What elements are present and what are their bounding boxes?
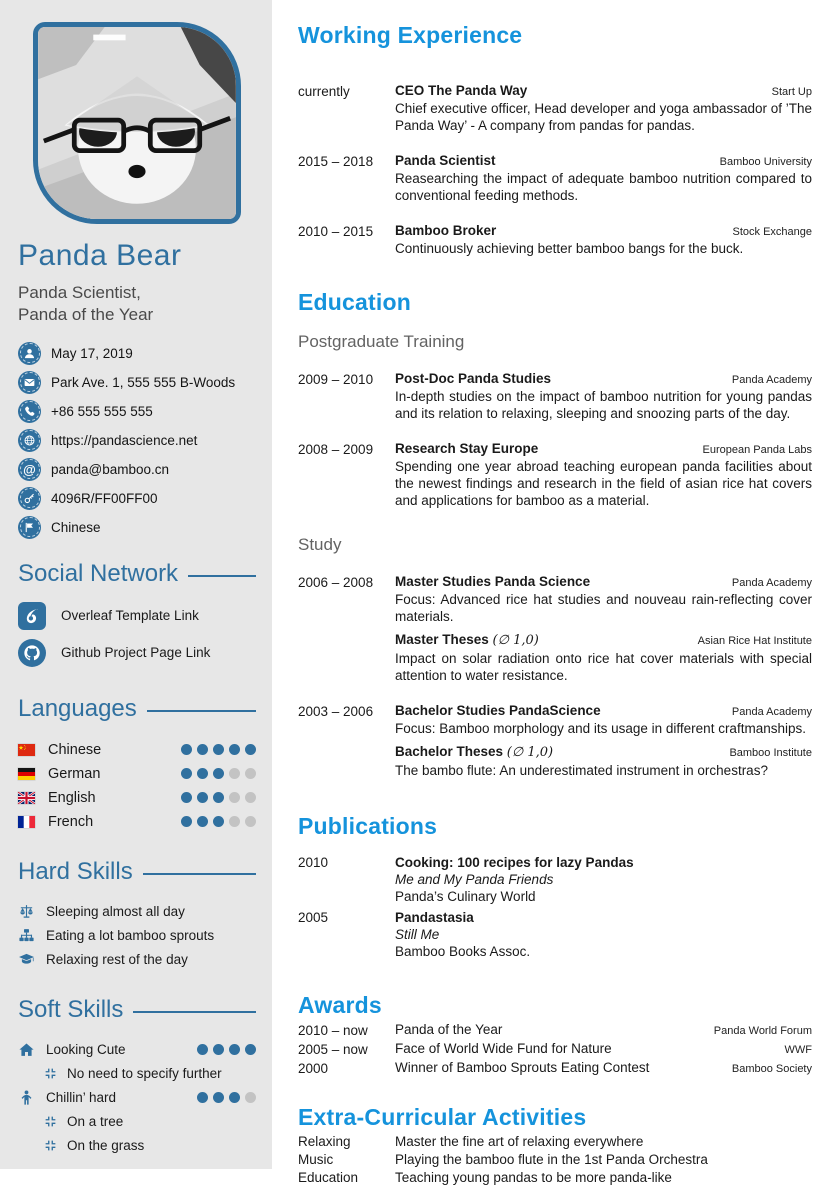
entry-role: Research Stay Europe [395,441,539,456]
award-name: Face of World Wide Fund for Nature [395,1041,612,1056]
uk-flag-icon [18,792,35,804]
soft-skill-sub-row [44,1134,256,1158]
envelope-icon [18,371,41,394]
activity-row [298,1152,812,1167]
dot-filled [213,744,224,755]
contact-list [18,341,256,540]
phone-icon [18,400,41,423]
entry-description: Spending one year abroad teaching european panda facilities about the newest findings and research in the field of asian rice hat covers and applications for bamboo as a material. [395,459,812,508]
dot-filled [213,1092,224,1103]
pgp-key-text: 4096R/FF00FF00 [51,490,158,506]
dot-empty [245,1092,256,1103]
extra-curricular-heading: Extra-Curricular Activities [298,1104,587,1130]
heading-rule [147,710,256,712]
soft-skills-title: Soft Skills [18,995,124,1023]
award-organization: Bamboo Society [731,1063,812,1075]
github-icon [18,639,46,667]
entry-date: 2008 – 2009 [298,442,374,457]
section-social-network [18,560,256,588]
entry-date: 2009 – 2010 [298,372,374,387]
soft-skill-list [18,1038,256,1158]
experience-entry [298,83,812,134]
heading-rule [133,1011,256,1013]
at-icon: @ [18,458,41,481]
publication-entry [298,854,812,905]
award-date: 2005 – now [298,1042,368,1057]
hard-skill-list [18,900,256,972]
home-icon [18,1041,35,1058]
france-flag-icon [18,816,35,828]
thesis-title: Master Theses (∅ 1,0) [395,632,539,648]
github-link[interactable]: Github Project Page Link [61,645,211,661]
person-name: Panda Bear [18,239,182,272]
entry-organization: Panda Academy [731,706,812,718]
social-row-github[interactable] [18,639,256,667]
website-link[interactable]: https://pandascience.net [51,432,198,448]
dot-filled [197,1044,208,1055]
compress-icon [44,1115,57,1128]
heading-rule [143,873,256,875]
germany-flag-icon [18,768,35,780]
languages-title: Languages [18,694,137,722]
education-entry [298,371,812,422]
activity-row [298,1170,812,1185]
experience-entry [298,223,812,257]
dot-empty [245,768,256,779]
entry-description: Chief executive officer, Head developer and yoga ambassador of ’The Panda Way’ - A company from pandas for pandas. [395,101,813,133]
publication-title: Pandastasia [395,910,474,925]
level-dots [181,792,256,803]
education-entry [298,441,812,509]
hard-skill-row [18,948,256,972]
person-tagline [18,282,256,327]
language-row-german [18,762,256,786]
dot-filled [245,1044,256,1055]
education-entry [298,703,812,779]
entry-organization: Start Up [771,86,812,98]
level-dots [197,1044,256,1055]
compress-icon [44,1139,57,1152]
level-dots [181,744,256,755]
overleaf-link[interactable]: Overleaf Template Link [61,608,199,624]
dot-empty [245,792,256,803]
activity-label: Education [298,1170,359,1185]
overleaf-icon [18,602,46,630]
child-icon [18,1089,35,1106]
soft-skill-row [18,1086,256,1110]
soft-skill-sub-label: On a tree [67,1114,124,1130]
thesis-grade: (∅ 1,0) [506,745,554,760]
award-name: Winner of Bamboo Sprouts Eating Contest [395,1060,650,1075]
phone-text: +86 555 555 555 [51,403,153,419]
award-organization: WWF [784,1044,812,1056]
entry-date: 2003 – 2006 [298,704,374,719]
dot-filled [181,816,192,827]
level-dots [197,1092,256,1103]
dot-filled [197,768,208,779]
tagline-line-1: Panda Scientist, [18,283,141,302]
panda-photo-illustration [38,27,236,219]
soft-skill-sub-label: On the grass [67,1138,145,1154]
activity-label: Relaxing [298,1134,351,1149]
social-row-overleaf[interactable] [18,602,256,630]
soft-skill-sub-row [44,1062,256,1086]
section-hard-skills [18,858,256,886]
language-label: German [48,765,101,782]
award-date: 2000 [298,1061,329,1076]
contact-row-pgp-key [18,486,256,511]
publication-year: 2010 [298,855,329,870]
award-row [298,1041,812,1057]
entry-role: Bachelor Studies PandaScience [395,703,601,718]
activity-row [298,1134,812,1149]
dot-filled [229,1092,240,1103]
dot-filled [229,1044,240,1055]
entry-date: 2006 – 2008 [298,575,374,590]
nationality-text: Chinese [51,519,101,535]
award-organization: Panda World Forum [713,1025,812,1037]
awards-heading: Awards [298,992,382,1018]
award-name: Panda of the Year [395,1022,503,1037]
education-subsection-label: Postgraduate Training [298,332,465,351]
entry-organization: Bamboo University [719,156,812,168]
contact-row-birthday [18,341,256,366]
publication-authors: Still Me [395,927,440,942]
section-languages [18,695,256,723]
dot-empty [229,792,240,803]
sidebar [0,0,272,1169]
publication-title: Cooking: 100 recipes for lazy Pandas [395,855,634,870]
activity-label: Music [298,1152,334,1167]
activity-description: Master the fine art of relaxing everywhere [395,1134,644,1149]
person-icon [18,342,41,365]
entry-description: Continuously achieving better bamboo bangs for the buck. [395,241,744,256]
dot-empty [229,816,240,827]
graduation-cap-icon [18,951,35,968]
education-entry [298,574,812,684]
language-row-french [18,810,256,834]
award-row [298,1060,812,1076]
award-date: 2010 – now [298,1023,368,1038]
language-label: English [48,789,96,806]
thesis-description: Impact on solar radiation onto rice hat cover materials with special attention to water resistance. [395,651,812,683]
dot-filled [197,792,208,803]
publication-publisher: Panda’s Culinary World [395,889,536,904]
dot-empty [229,768,240,779]
thesis-organization: Asian Rice Hat Institute [697,635,812,647]
dot-empty [245,816,256,827]
sitemap-icon [18,927,35,944]
entry-date: 2010 – 2015 [298,224,374,239]
entry-date: 2015 – 2018 [298,154,374,169]
publication-entry [298,909,812,960]
entry-role: Post-Doc Panda Studies [395,371,552,386]
thesis-grade: (∅ 1,0) [492,633,539,648]
publication-authors: Me and My Panda Friends [395,872,554,887]
dot-filled [181,792,192,803]
soft-skill-label: Looking Cute [46,1042,126,1058]
soft-skill-sub-row [44,1110,256,1134]
social-network-title: Social Network [18,559,179,587]
entry-date: currently [298,84,350,99]
entry-role: Bamboo Broker [395,223,497,238]
hard-skill-row [18,900,256,924]
contact-row-nationality [18,515,256,540]
soft-skill-label: Chillin’ hard [46,1090,117,1106]
balance-scale-icon [18,903,35,920]
education-subsection-label: Study [298,535,342,554]
profile-photo [33,22,241,224]
level-dots [181,816,256,827]
globe-icon [18,429,41,452]
dot-filled [197,816,208,827]
contact-row-address [18,370,256,395]
dot-filled [197,1092,208,1103]
main-column [298,0,812,1185]
contact-row-phone [18,399,256,424]
soft-skill-sub-label: No need to specify further [67,1066,222,1082]
language-label: Chinese [48,741,102,758]
thesis-organization: Bamboo Institute [729,747,812,759]
entry-description: Focus: Bamboo morphology and its usage in different craftmanships. [395,721,806,736]
tagline-line-2: Panda of the Year [18,305,154,325]
activity-description: Teaching young pandas to be more panda-like [395,1170,672,1185]
dot-filled [213,816,224,827]
entry-description: In-depth studies on the impact of bamboo nutrition for young pandas and its relation to relaxing, sleeping and snoozing parts of the day. [395,389,812,421]
key-icon [18,487,41,510]
dot-filled [213,792,224,803]
dot-filled [197,744,208,755]
language-row-english [18,786,256,810]
hard-skills-title: Hard Skills [18,857,133,885]
entry-description: Focus: Advanced rice hat studies and nouveau rain-reflecting cover materials. [395,592,812,624]
birthday-text: May 17, 2019 [51,345,133,361]
dot-filled [213,768,224,779]
dot-filled [213,1044,224,1055]
publications-heading: Publications [298,813,438,839]
flag-icon [18,516,41,539]
entry-organization: Stock Exchange [732,226,812,238]
address-text: Park Ave. 1, 555 555 B-Woods [51,374,236,390]
hard-skill-label: Relaxing rest of the day [46,952,188,968]
award-row [298,1022,812,1038]
entry-organization: European Panda Labs [702,444,812,456]
social-list [18,602,256,667]
language-row-chinese [18,738,256,762]
entry-description: Reasearching the impact of adequate bamboo nutrition compared to conventional feeding methods. [395,171,812,203]
thesis-block [395,632,812,684]
working-experience-heading: Working Experience [298,22,523,48]
section-soft-skills [18,996,256,1024]
language-list [18,738,256,834]
compress-icon [44,1067,57,1080]
contact-row-email [18,457,256,482]
entry-role: Panda Scientist [395,153,496,168]
dot-filled [229,744,240,755]
dot-filled [181,768,192,779]
entry-role: CEO The Panda Way [395,83,528,98]
hard-skill-label: Eating a lot bamboo sprouts [46,928,215,944]
thesis-block [395,744,812,779]
language-label: French [48,813,94,830]
experience-entry [298,153,812,204]
activity-description: Playing the bamboo flute in the 1st Panda Orchestra [395,1152,708,1167]
entry-role: Master Studies Panda Science [395,574,591,589]
china-flag-icon [18,744,35,756]
entry-organization: Panda Academy [731,374,812,386]
dot-filled [181,744,192,755]
publication-publisher: Bamboo Books Assoc. [395,944,531,959]
dot-filled [245,744,256,755]
soft-skill-row [18,1038,256,1062]
hard-skill-row [18,924,256,948]
email-link[interactable]: panda@bamboo.cn [51,461,170,477]
contact-row-website [18,428,256,453]
entry-organization: Panda Academy [731,577,812,589]
publication-year: 2005 [298,910,329,925]
heading-rule [188,575,256,577]
level-dots [181,768,256,779]
thesis-description: The bambo flute: An underestimated instrument in orchestras? [395,763,768,778]
education-heading: Education [298,289,411,315]
hard-skill-label: Sleeping almost all day [46,904,185,920]
thesis-title: Bachelor Theses (∅ 1,0) [395,744,554,760]
